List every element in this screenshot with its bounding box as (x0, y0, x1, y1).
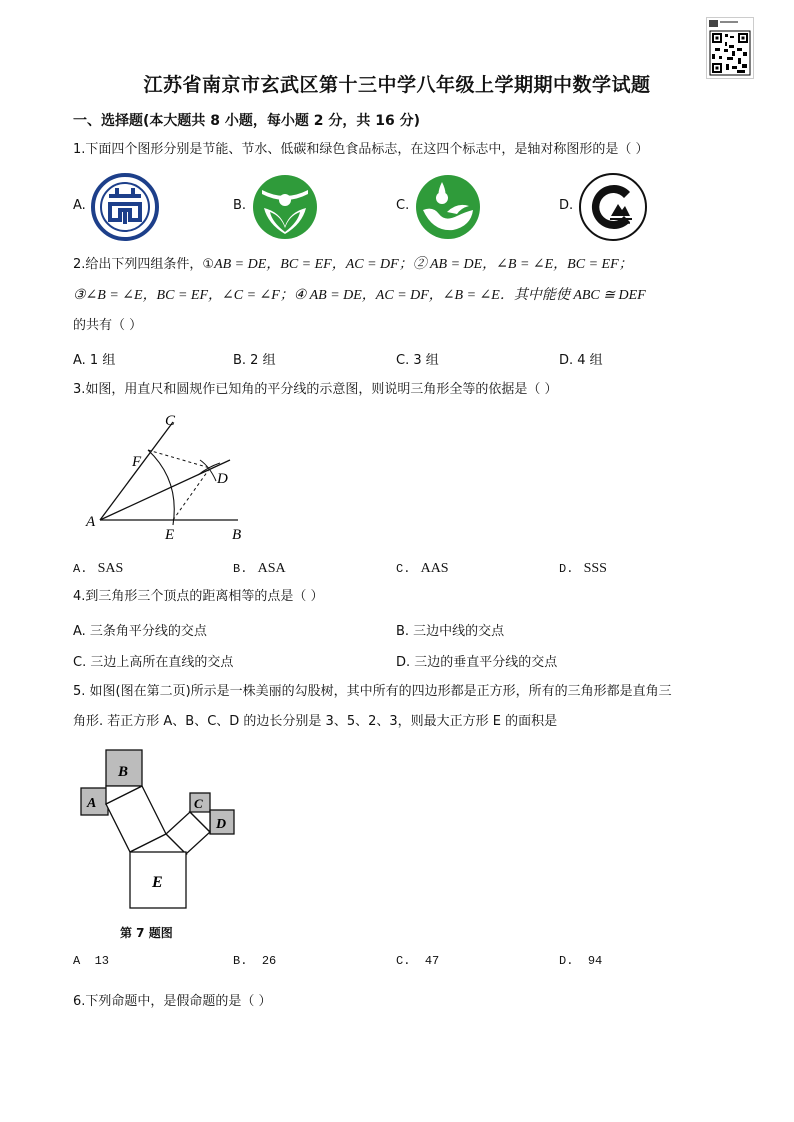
section-heading: 一、选择题(本大题共 8 小题，每小题 2 分，共 16 分) (73, 113, 421, 129)
q3-option-a: A. SAS (73, 561, 124, 576)
energy-saving-logo (90, 172, 160, 246)
q2-conditions-1: AB = DE，BC = EF，AC = DF；② AB = DE，∠B = ∠E，BC = EF； (214, 257, 633, 272)
question-1-text: 1.下面四个图形分别是节能、节水、低碳和绿色食品标志，在这四个标志中，是轴对称图形的是（ ） (73, 142, 649, 157)
angle-bisector-diagram (80, 405, 260, 545)
q2-intro: 2.给出下列四组条件，① (73, 257, 215, 272)
question-2-line-2: ③∠B = ∠E，BC = EF，∠C = ∠F；④ AB = DE，AC = DF，∠B = ∠E．其中能使 ABC ≅ DEF (73, 288, 646, 303)
page-title: 江苏省南京市玄武区第十三中学八年级上学期期中数学试题 (143, 74, 651, 96)
q2-option-d: D. 4 组 (559, 353, 603, 368)
question-2-line-1 (73, 255, 633, 275)
q3-option-b: B. ASA (233, 561, 286, 576)
green-food-logo-icon (578, 172, 648, 242)
q5-option-b: B. 26 (233, 954, 277, 968)
q3-option-d: D. SSS (559, 561, 607, 576)
question-4-text: 4.到三角形三个顶点的距离相等的点是（ ） (73, 589, 324, 604)
q5-option-d: D. 94 (559, 954, 603, 968)
q1-option-c-label: C. (396, 198, 410, 213)
angle-bisector-figure (80, 405, 260, 549)
q2-option-b: B. 2 组 (233, 353, 276, 368)
label-d: D (217, 471, 228, 487)
q4-option-b: B. 三边中线的交点 (396, 624, 505, 639)
water-logo-icon (250, 172, 320, 242)
q2-option-c: C. 3 组 (396, 353, 439, 368)
figure-caption: 第 7 题图 (120, 926, 173, 940)
green-food-logo (578, 172, 648, 246)
label-c: C (165, 413, 176, 429)
low-carbon-logo-icon (413, 172, 483, 242)
qr-code-icon (707, 18, 753, 78)
q1-option-d-label: D. (559, 198, 574, 213)
question-2-line-3: 的共有（ ） (73, 318, 143, 333)
q4-option-c: C. 三边上高所在直线的交点 (73, 655, 234, 670)
question-5-line-2: 角形. 若正方形 A、B、C、D 的边长分别是 3、5、2、3，则最大正方形 E 的面积是 (73, 714, 558, 729)
pythagoras-tree-figure (78, 748, 248, 922)
question-3-text: 3.如图，用直尺和圆规作已知角的平分线的示意图，则说明三角形全等的依据是（ ） (73, 382, 558, 397)
label-square-b: B (118, 764, 129, 780)
label-b: B (232, 527, 242, 543)
label-f: F (132, 454, 142, 470)
water-saving-logo (250, 172, 320, 246)
low-carbon-logo (413, 172, 483, 246)
pythagoras-tree-diagram (78, 748, 248, 918)
q1-option-a-label: A. (73, 198, 86, 213)
q2-option-a: A. 1 组 (73, 353, 116, 368)
q5-option-c: C. 47 (396, 954, 440, 968)
label-square-d: D (216, 817, 227, 832)
q5-option-a: A 13 (73, 954, 110, 968)
label-a: A (86, 514, 96, 530)
label-square-a: A (87, 796, 97, 811)
question-6-text: 6.下列命题中，是假命题的是（ ） (73, 994, 272, 1009)
q1-option-b-label: B. (233, 198, 247, 213)
label-e: E (165, 527, 175, 543)
label-square-c: C (194, 796, 203, 811)
label-square-e: E (152, 874, 163, 891)
energy-logo-icon (90, 172, 160, 242)
question-5-line-1: 5. 如图(图在第二页)所示是一株美丽的勾股树，其中所有的四边形都是正方形，所有的三角形都是直角三 (73, 684, 672, 699)
q4-option-d: D. 三边的垂直平分线的交点 (396, 655, 558, 670)
q3-option-c: C. AAS (396, 561, 449, 576)
q4-option-a: A. 三条角平分线的交点 (73, 624, 207, 639)
